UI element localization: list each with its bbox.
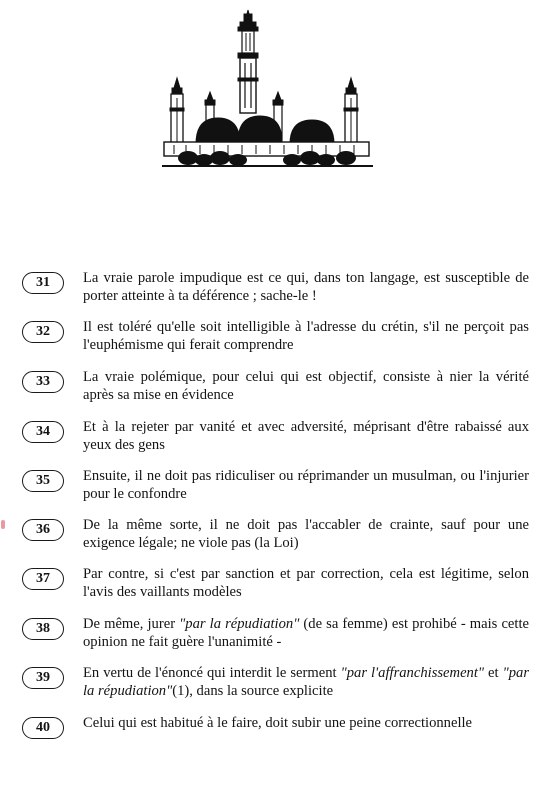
verse-number-badge: 31 <box>22 272 64 294</box>
verse-number-badge: 35 <box>22 470 64 492</box>
verse-text: Et à la rejeter par vanité et avec adversité, méprisant d'être rabaissé aux yeux des gens <box>83 419 529 453</box>
verse-text-part: (de sa femme) est prohibé - mais cette opinion ne fait guère l'unanimité - <box>83 616 529 650</box>
verse-text-part: et <box>484 665 503 681</box>
verse-text: Ensuite, il ne doit pas ridiculiser ou réprimander un musulman, ou l'injurier pour le confondre <box>83 468 529 502</box>
verse-text: Celui qui est habitué à le faire, doit subir une peine correctionnelle <box>83 715 473 731</box>
verse-text: La vraie polémique, pour celui qui est objectif, consiste à nier la vérité après sa mise en évidence <box>83 369 529 403</box>
verse-number-badge: 32 <box>22 321 64 343</box>
verse-text-part: (1), dans la source explicite <box>172 682 334 699</box>
verse-text: De la même sorte, il ne doit pas l'accabler de crainte, sauf pour une exigence légale; ne viole pas (la Loi) <box>83 517 529 551</box>
verse-text: Par contre, si c'est par sanction et par correction, cela est légitime, selon l'avis des vaillants modèles <box>83 566 529 600</box>
verse-text-part: De même, jurer <box>83 616 180 632</box>
verse-text <box>83 616 529 651</box>
verse-text-italic: "par la répudiation" <box>83 665 529 699</box>
verse-text <box>83 665 529 700</box>
verse-number-badge: 40 <box>22 717 64 739</box>
verse-text-italic: "par la répudiation" <box>179 616 300 632</box>
verse-text-part: En vertu de l'énoncé qui interdit le serment <box>83 665 341 681</box>
margin-mark <box>1 520 5 529</box>
verse-text: Il est toléré qu'elle soit intelligible à l'adresse du crétin, s'il ne perçoit pas l'euphémisme qui ferait comprendre <box>83 319 529 353</box>
verse-number-badge: 36 <box>22 519 64 541</box>
verse-number-badge: 39 <box>22 667 64 689</box>
mosque-illustration <box>160 8 375 176</box>
verse-number-badge: 38 <box>22 618 64 640</box>
verse-text: La vraie parole impudique est ce qui, dans ton langage, est susceptible de porter atteinte à ta déférence ; sache-le ! <box>83 270 529 304</box>
verse-number-badge: 37 <box>22 568 64 590</box>
verse-text-italic: "par l'affranchissement" <box>340 665 485 681</box>
verse-number-badge: 33 <box>22 371 64 393</box>
verse-number-badge: 34 <box>22 421 64 443</box>
